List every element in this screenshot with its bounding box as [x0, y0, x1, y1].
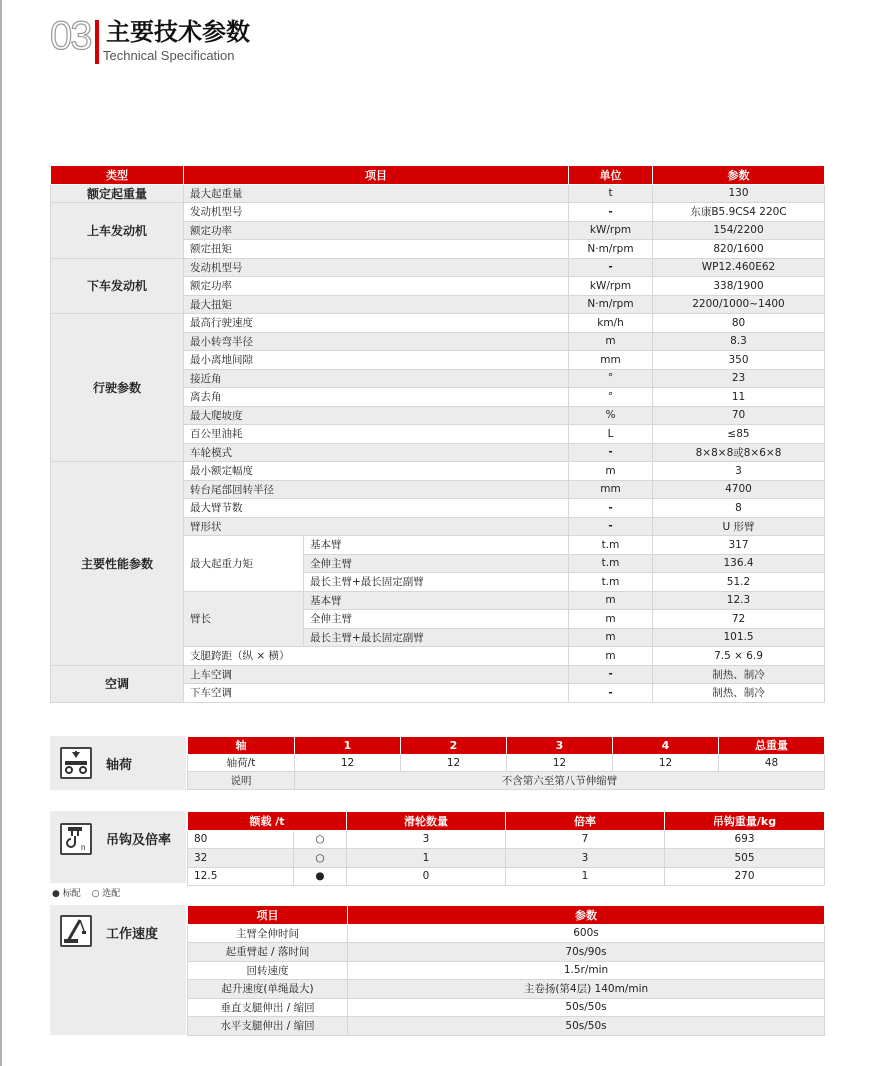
- table-row: 额定起重量 最大起重量 t 130: [51, 184, 825, 203]
- table-row: 水平支腿伸出 / 缩回 50s/50s: [188, 1017, 825, 1036]
- page-title: 主要技术参数: [106, 18, 250, 46]
- hook-icon: [60, 823, 92, 855]
- svg-text:n: n: [81, 843, 86, 852]
- table-row: 额定功率 kW/rpm 338/1900: [51, 277, 825, 296]
- table-row: 额定功率 kW/rpm 154/2200: [51, 221, 825, 240]
- hook-label: 吊钩及倍率: [106, 833, 172, 848]
- table-row: 离去角 ° 11: [51, 388, 825, 407]
- table-row: 行驶参数 最高行驶速度 km/h 80: [51, 314, 825, 333]
- table-row: 主要性能参数 最小额定幅度 m 3: [51, 462, 825, 481]
- category-travel: 行驶参数: [51, 314, 184, 462]
- table-row: 回转速度 1.5r/min: [188, 961, 825, 980]
- optional-mark: ○: [294, 849, 347, 868]
- category-upper-engine: 上车发动机: [51, 203, 184, 259]
- speed-block-label: [50, 905, 186, 1035]
- table-row: 最大爬坡度 % 70: [51, 406, 825, 425]
- hook-header-row: 额载 /t 滑轮数量 倍率 吊钩重量/kg: [188, 812, 825, 831]
- header-type: 类型: [51, 166, 184, 185]
- table-row: 最大臂节数 - 8: [51, 499, 825, 518]
- table-row: 起重臂起 / 落时间 70s/90s: [188, 943, 825, 962]
- axle-table: [187, 736, 825, 790]
- table-row: 主臂全伸时间 600s: [188, 924, 825, 943]
- table-row: 下车发动机 发动机型号 - WP12.460E62: [51, 258, 825, 277]
- table-row: 最大起重力矩 基本臂 t.m 317: [51, 536, 825, 555]
- table-row: 12.5 ● 0 1 270: [188, 867, 825, 886]
- table-row: 轴荷/t 12 12 12 12 48: [188, 754, 825, 772]
- axle-load-icon: [60, 747, 92, 779]
- table-row: 80 ○ 3 7 693: [188, 830, 825, 849]
- table-row: 支腿跨距（纵 × 横） m 7.5 × 6.9: [51, 647, 825, 666]
- table-row: 最长主臂+最长固定副臂 t.m 51.2: [51, 573, 825, 592]
- header-unit: 单位: [569, 166, 653, 185]
- table-row: 最长主臂+最长固定副臂 m 101.5: [51, 628, 825, 647]
- axle-header-row: 轴 1 2 3 4 总重量: [188, 737, 825, 755]
- table-row: 接近角 ° 23: [51, 369, 825, 388]
- optional-mark: ○: [294, 830, 347, 849]
- table-row: 最小转弯半径 m 8.3: [51, 332, 825, 351]
- spec-table: [50, 165, 825, 703]
- table-row: 最大扭矩 N·m/rpm 2200/1000~1400: [51, 295, 825, 314]
- hook-legend: [52, 886, 128, 899]
- legend-standard: ● 标配: [52, 889, 81, 899]
- standard-mark: ●: [294, 867, 347, 886]
- page-edge: [0, 0, 2, 1066]
- table-row: 臂形状 - U 形臂: [51, 517, 825, 536]
- table-row: 空调 上车空调 - 制热、制冷: [51, 665, 825, 684]
- header-item: 项目: [184, 166, 569, 185]
- header-value: 参数: [653, 166, 825, 185]
- axle-block-label: [50, 736, 186, 790]
- accent-bar: [95, 20, 99, 64]
- table-row: 臂长 基本臂 m 12.3: [51, 591, 825, 610]
- table-row: 下车空调 - 制热、制冷: [51, 684, 825, 703]
- table-row: 全伸主臂 m 72: [51, 610, 825, 629]
- axle-label: 轴荷: [106, 758, 133, 773]
- crane-boom-icon: [60, 915, 92, 947]
- table-row: 车轮模式 - 8×8×8或8×6×8: [51, 443, 825, 462]
- table-row: 全伸主臂 t.m 136.4: [51, 554, 825, 573]
- speed-header-row: 项目 参数: [188, 906, 825, 925]
- section-number: 03: [50, 14, 91, 58]
- table-row: 32 ○ 1 3 505: [188, 849, 825, 868]
- speed-label: 工作速度: [106, 927, 159, 942]
- table-row: 说明 不含第六至第八节伸缩臂: [188, 772, 825, 790]
- table-row: 垂直支腿伸出 / 缩回 50s/50s: [188, 998, 825, 1017]
- page-subtitle: Technical Specification: [103, 48, 235, 63]
- hook-table: [187, 811, 825, 886]
- table-row: 额定扭矩 N·m/rpm 820/1600: [51, 240, 825, 259]
- hook-block-label: [50, 811, 186, 883]
- table-row: 起升速度(单绳最大) 主卷扬(第4层) 140m/min: [188, 980, 825, 999]
- table-row: 最小离地间隙 mm 350: [51, 351, 825, 370]
- table-row: 转台尾部回转半径 mm 4700: [51, 480, 825, 499]
- table-row: 百公里油耗 L ≤85: [51, 425, 825, 444]
- table-row: 上车发动机 发动机型号 - 东康B5.9CS4 220C: [51, 203, 825, 222]
- spec-header-row: [51, 166, 825, 185]
- speed-table: [187, 905, 825, 1036]
- category-lower-engine: 下车发动机: [51, 258, 184, 314]
- category-rated-capacity: 额定起重量: [51, 184, 184, 203]
- section-header: [50, 14, 450, 66]
- category-performance: 主要性能参数: [51, 462, 184, 666]
- legend-optional: ○ 选配: [91, 889, 121, 899]
- category-aircon: 空调: [51, 665, 184, 702]
